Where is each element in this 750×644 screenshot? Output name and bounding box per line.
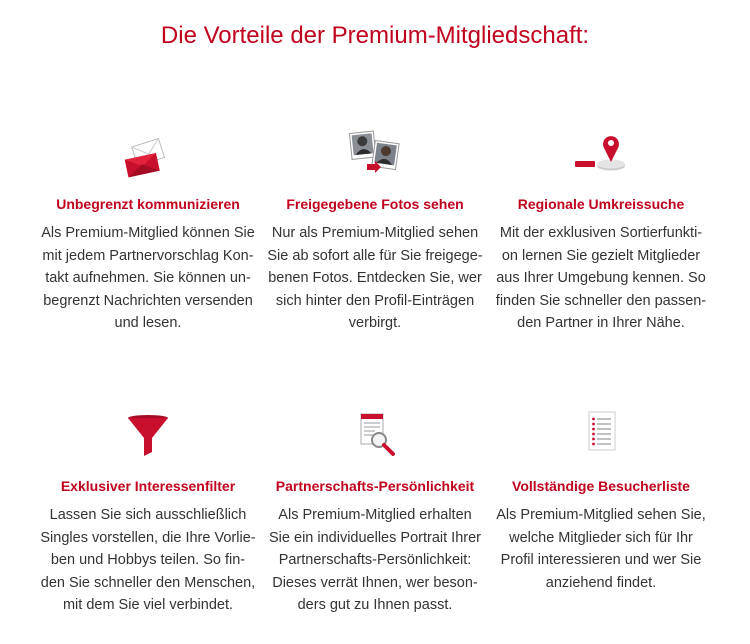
- feature-title: Vollständige Besucherliste: [512, 478, 690, 494]
- feature-unlimited-communication: [35, 128, 261, 335]
- feature-description: Mit der exklusiven Sortierfunkti- on lernen Sie gezielt Mitglieder aus Ihrer Umgebung kennen. So finden Sie schneller den passen- den Partner in Ihrer Nähe.: [495, 225, 707, 332]
- feature-description: Lassen Sie sich ausschließlich Singles vorstellen, die Ihre Vorlie- ben und Hobbys teilen. So fin- den Sie schneller den Menschen, mit dem Sie viel verbindet.: [40, 507, 256, 614]
- feature-interest-filter: [35, 410, 261, 617]
- feature-description: Als Premium-Mitglied sehen Sie, welche Mitglieder sich für Ihr Profil interessieren und wer Sie anziehend findet.: [496, 507, 706, 591]
- feature-partnership-personality: [262, 410, 488, 617]
- feature-description: Als Premium-Mitglied erhalten Sie ein individuelles Portrait Ihrer Partnerschafts-Persönlichkeit: Dieses verrät Ihnen, wer beson- ders gut zu Ihnen passt.: [269, 507, 481, 614]
- feature-visitor-list: [488, 410, 714, 594]
- document-magnifier-icon: [345, 410, 405, 462]
- photos-icon: [345, 128, 405, 180]
- feature-regional-search: [488, 128, 714, 335]
- visitor-list-icon: [571, 410, 631, 462]
- feature-title: Freigegebene Fotos sehen: [286, 196, 464, 212]
- feature-title: Partnerschafts-Persönlichkeit: [275, 478, 475, 494]
- page-title: Die Vorteile der Premium-Mitgliedschaft:: [160, 22, 590, 49]
- feature-description: Nur als Premium-Mitglied sehen Sie ab sofort alle für Sie freigege- benen Fotos. Entdecken Sie, wer sich hinter den Profil-Einträgen verbirgt.: [267, 225, 483, 332]
- location-pin-icon: [571, 128, 631, 180]
- feature-title: Regionale Umkreissuche: [517, 196, 685, 212]
- envelopes-icon: [118, 128, 178, 180]
- feature-description: Als Premium-Mitglied können Sie mit jedem Partnervorschlag Kon- takt aufnehmen. Sie können un- begrenzt Nachrichten versenden und lesen.: [41, 225, 255, 332]
- funnel-icon: [118, 410, 178, 462]
- feature-shared-photos: [262, 128, 488, 335]
- feature-title: Exklusiver Interessenfilter: [60, 478, 236, 494]
- feature-title: Unbegrenzt kommunizieren: [56, 196, 240, 212]
